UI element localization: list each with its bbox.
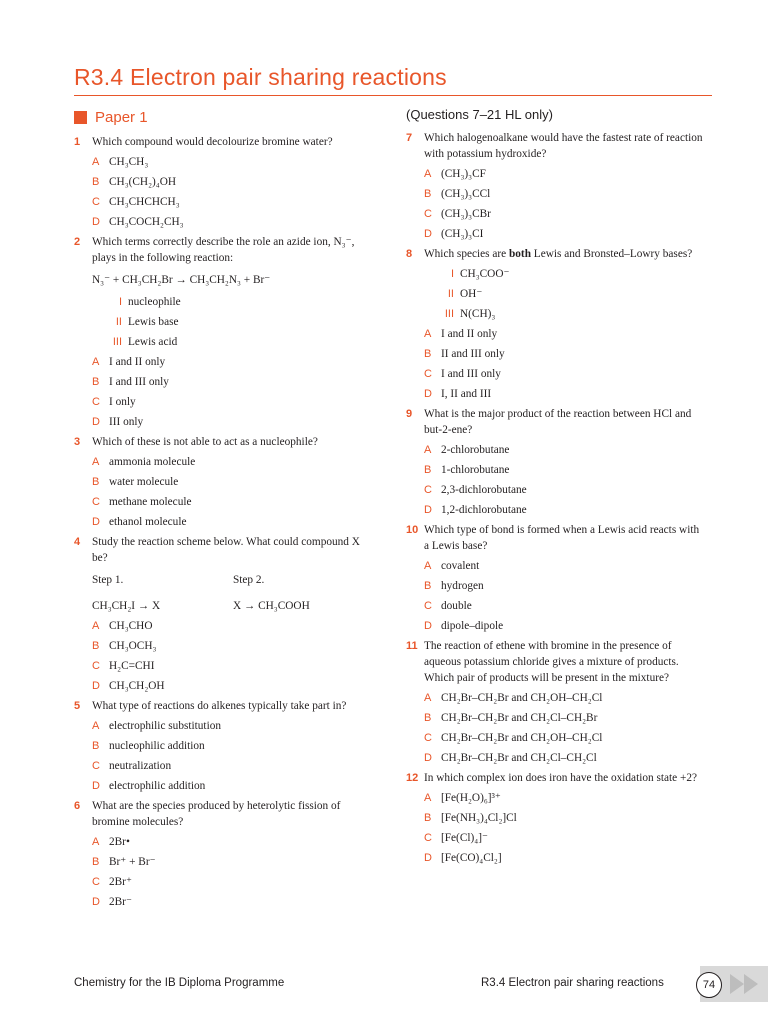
statement-text: Lewis acid [128,336,178,348]
option-text: (CH₃)₃CCl [441,188,491,200]
reaction-step-labels [74,572,374,588]
option-letter: A [424,792,432,804]
answer-option[interactable] [406,502,706,518]
option-letter: C [92,196,100,208]
statement-item [74,314,374,330]
option-letter: C [424,600,432,612]
question [74,234,374,266]
answer-option[interactable] [74,514,374,530]
question [406,130,706,162]
question-stem: Which type of bond is formed when a Lewis acid reacts with a Lewis base? [424,524,700,552]
option-text: CH₃(CH₂)₄OH [109,176,177,188]
question-stem: Which compound would decolourize bromine water? [92,136,333,148]
option-text: 2Br⁺ [109,876,132,888]
option-letter: A [424,560,432,572]
question-stem: What is the major product of the reaction between HCl and but-2-ene? [424,408,692,436]
option-letter: C [92,396,100,408]
question [74,798,374,830]
answer-option[interactable] [74,194,374,210]
option-letter: B [92,176,100,188]
section-heading [74,109,148,126]
option-text: 1,2-dichlorobutane [441,504,527,516]
question [406,522,706,554]
option-letter: C [92,496,100,508]
option-letter: C [92,876,100,888]
option-letter: A [92,836,100,848]
footer-chapter-title: R3.4 Electron pair sharing reactions [481,977,664,989]
option-text: [Fe(Cl)₄]⁻ [441,832,488,844]
option-text: 2-chlorobutane [441,444,510,456]
answer-option[interactable] [406,690,706,706]
answer-option[interactable] [406,790,706,806]
reaction-step-equations [74,598,374,614]
answer-option[interactable] [406,366,706,382]
option-letter: B [424,580,432,592]
option-text: CH₂Br–CH₂Br and CH₂OH–CH₂Cl [441,692,603,704]
stem-part: Lewis and Bronsted–Lowry bases? [530,248,693,260]
answer-option[interactable] [406,558,706,574]
option-text: ammonia molecule [109,456,196,468]
question [406,406,706,438]
option-text: [Fe(NH₃)₄Cl₂]Cl [441,812,517,824]
option-text: water molecule [109,476,179,488]
option-text: (CH₃)₃CI [441,228,484,240]
answer-option[interactable] [74,758,374,774]
step-1-label: Step 1. [92,574,124,586]
question [406,770,706,786]
option-text: CH₃OCH₃ [109,640,157,652]
answer-option[interactable] [74,154,374,170]
option-letter: C [424,732,432,744]
statement-numeral: I [118,296,122,308]
statement-text: Lewis base [128,316,179,328]
section-square-icon [74,111,87,124]
option-text: CH₃COCH₂CH₃ [109,216,184,228]
statement-numeral: I [450,268,454,280]
option-text: II and III only [441,348,505,360]
answer-option[interactable] [406,578,706,594]
option-text: CH₂Br–CH₂Br and CH₂OH–CH₂Cl [441,732,603,744]
option-letter: C [424,484,432,496]
option-text: [Fe(CO)₄Cl₂] [441,852,502,864]
statement-text: nucleophile [128,296,181,308]
stem-part: Which species are [424,248,509,260]
option-letter: D [424,852,432,864]
question-stem: Which of these is not able to act as a nucleophile? [92,436,318,448]
answer-option[interactable] [406,226,706,242]
hl-note: (Questions 7–21 HL only) [406,107,553,122]
footer-book-title: Chemistry for the IB Diploma Programme [74,977,285,989]
option-text: CH₃CH₂OH [109,680,165,692]
answer-option[interactable] [406,386,706,402]
statement-numeral: II [115,316,122,328]
option-text: H₂C=CHI [109,660,155,672]
question [406,638,706,686]
option-letter: D [92,780,100,792]
option-text: neutralization [109,760,172,772]
option-text: [Fe(H₂O)₆]³⁺ [441,792,501,804]
option-letter: B [424,348,432,360]
question-stem: What are the species produced by heterolytic fission of bromine molecules? [92,800,341,828]
answer-option[interactable] [74,414,374,430]
answer-option[interactable] [406,346,706,362]
option-text: I and II only [109,356,166,368]
stem-emphasis: both [509,248,531,260]
option-letter: C [424,368,432,380]
option-text: CH₃CH₃ [109,156,149,168]
question-number: 12 [406,772,419,784]
option-text: I and III only [109,376,169,388]
question-stem: What type of reactions do alkenes typically take part in? [92,700,347,712]
statement-numeral: III [112,336,122,348]
answer-option[interactable] [74,354,374,370]
question-stem: The reaction of ethene with bromine in the presence of aqueous potassium chloride gives a mixture of products. Which pair of products will be present in the mixture? [424,640,679,684]
answer-option[interactable] [74,678,374,694]
option-letter: B [92,640,100,652]
option-text: CH₂Br–CH₂Br and CH₂Cl–CH₂Cl [441,752,597,764]
answer-option[interactable] [74,474,374,490]
option-text: (CH₃)₃CBr [441,208,491,220]
option-letter: B [424,464,432,476]
option-text: I and III only [441,368,501,380]
answer-option[interactable] [406,326,706,342]
option-letter: A [424,328,432,340]
question-stem [424,246,706,262]
option-letter: A [92,156,100,168]
question [406,246,706,262]
section-heading-label: Paper 1 [95,109,148,126]
statement-item [406,286,706,302]
option-letter: D [424,504,432,516]
option-letter: D [92,896,100,908]
option-text: I and II only [441,328,498,340]
question-stem: In which complex ion does iron have the oxidation state +2? [424,772,698,784]
option-text: methane molecule [109,496,192,508]
question-stem: Study the reaction scheme below. What could compound X be? [92,536,360,564]
option-text: nucleophilic addition [109,740,205,752]
answer-option[interactable] [406,730,706,746]
question-number: 6 [74,800,81,812]
option-letter: D [424,388,432,400]
question-number: 3 [74,436,81,448]
statement-numeral: III [444,308,454,320]
question-stem: Which terms correctly describe the role an azide ion, N₃⁻, plays in the following reaction: [92,236,355,264]
option-letter: C [424,832,432,844]
answer-option[interactable] [406,442,706,458]
question-number: 1 [74,136,81,148]
answer-option[interactable] [406,206,706,222]
option-letter: B [92,376,100,388]
answer-option[interactable] [406,830,706,846]
question-number: 8 [406,248,413,260]
option-letter: B [92,740,100,752]
option-text: 2Br⁻ [109,896,132,908]
option-letter: A [92,720,100,732]
step-1-equation: CH₃CH₂I → X [92,600,161,612]
option-text: I, II and III [441,388,492,400]
statement-item [74,334,374,350]
option-letter: D [424,752,432,764]
right-column [406,126,706,866]
option-text: CH₂Br–CH₂Br and CH₂Cl–CH₂Br [441,712,598,724]
statement-text: N(CH)₃ [460,308,496,320]
answer-option[interactable] [74,894,374,910]
answer-option[interactable] [74,658,374,674]
option-letter: A [424,692,432,704]
answer-option[interactable] [406,598,706,614]
answer-option[interactable] [74,738,374,754]
question [74,534,374,566]
statement-item [74,294,374,310]
option-letter: D [92,216,100,228]
answer-option[interactable] [406,166,706,182]
answer-option[interactable] [74,874,374,890]
question-stem: Which halogenoalkane would have the fastest rate of reaction with potassium hydroxide? [424,132,703,160]
answer-option[interactable] [74,174,374,190]
option-text: ethanol molecule [109,516,187,528]
answer-option[interactable] [74,374,374,390]
option-letter: C [92,760,100,772]
option-text: electrophilic substitution [109,720,222,732]
question-number: 11 [406,640,418,652]
answer-option[interactable] [406,462,706,478]
option-text: (CH₃)₃CF [441,168,486,180]
answer-option[interactable] [74,394,374,410]
question-number: 4 [74,536,81,548]
question-number: 2 [74,236,81,248]
option-text: 1-chlorobutane [441,464,510,476]
option-text: double [441,600,472,612]
question [74,698,374,714]
option-text: hydrogen [441,580,484,592]
left-column [74,130,374,910]
answer-option[interactable] [406,710,706,726]
answer-option[interactable] [74,638,374,654]
page-title: R3.4 Electron pair sharing reactions [74,64,447,90]
option-letter: B [92,476,100,488]
option-text: CH₃CHO [109,620,153,632]
option-letter: D [424,620,432,632]
option-letter: A [92,356,100,368]
question [74,434,374,450]
option-letter: B [424,712,432,724]
answer-option[interactable] [406,850,706,866]
statement-text: CH₃COO⁻ [460,268,510,280]
answer-option[interactable] [74,494,374,510]
reaction-equation: N₃⁻ + CH₃CH₂Br → CH₃CH₂N₃ + Br⁻ [92,274,271,286]
question-number: 7 [406,132,413,144]
option-letter: D [424,228,432,240]
option-text: 2Br• [109,836,130,848]
option-text: electrophilic addition [109,780,206,792]
answer-option[interactable] [406,186,706,202]
option-letter: B [92,856,100,868]
question-number: 9 [406,408,413,420]
answer-option[interactable] [74,618,374,634]
statement-text: OH⁻ [460,288,483,300]
option-letter: D [92,516,100,528]
answer-option[interactable] [74,718,374,734]
option-letter: D [92,680,100,692]
answer-option[interactable] [406,810,706,826]
option-text: III only [109,416,144,428]
option-letter: B [424,812,432,824]
title-rule [74,95,712,96]
option-letter: C [92,660,100,672]
option-letter: A [424,444,432,456]
option-text: CH₃CHCHCH₃ [109,196,180,208]
statement-item [406,306,706,322]
question-number: 10 [406,524,419,536]
option-text: I only [109,396,136,408]
statement-numeral: II [447,288,454,300]
page-number: 74 [696,972,722,998]
option-letter: C [424,208,432,220]
option-letter: D [92,416,100,428]
option-text: dipole–dipole [441,620,504,632]
option-text: Br⁺ + Br⁻ [109,856,156,868]
option-letter: A [92,620,100,632]
answer-option[interactable] [406,750,706,766]
statement-item [406,266,706,282]
answer-option[interactable] [74,778,374,794]
option-letter: A [424,168,432,180]
step-2-equation: X → CH₃COOH [233,600,310,612]
answer-option[interactable] [74,854,374,870]
answer-option[interactable] [74,454,374,470]
option-text: 2,3-dichlorobutane [441,484,527,496]
option-text: covalent [441,560,480,572]
answer-option[interactable] [406,618,706,634]
answer-option[interactable] [74,834,374,850]
option-letter: A [92,456,100,468]
answer-option[interactable] [74,214,374,230]
question-number: 5 [74,700,81,712]
answer-option[interactable] [406,482,706,498]
option-letter: B [424,188,432,200]
step-2-label: Step 2. [233,574,265,586]
question [74,134,374,150]
